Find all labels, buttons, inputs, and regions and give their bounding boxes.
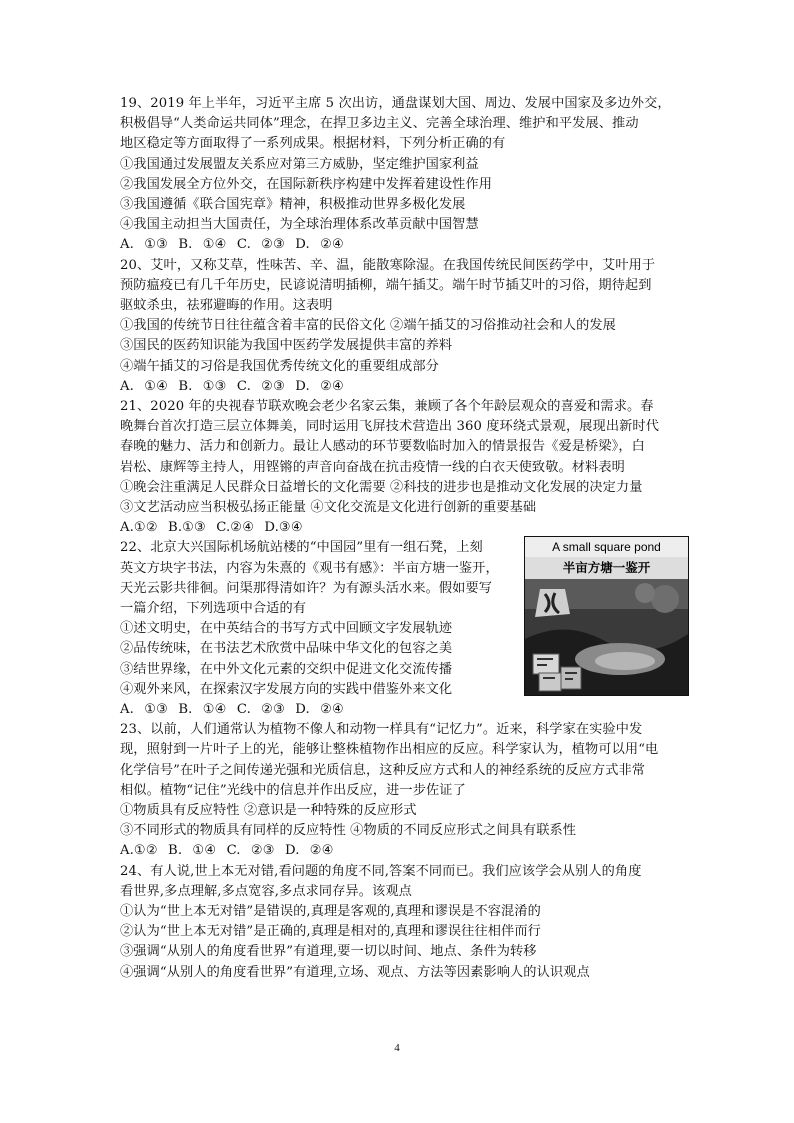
question-stem-line: 19、2019 年上半年，习近平主席 5 次出访，通盘谋划大国、周边、发展中国家及多边外交， xyxy=(120,96,671,111)
option-line: ③不同形式的物质具有同样的反应特性 ④物质的不同反应形式之间具有联系性 xyxy=(120,823,577,839)
option-line: ③强调“从别人的角度看世界”有道理,要一切以时间、地点、条件为转移 xyxy=(120,944,537,960)
option-line: ②品传统味，在书法艺术欣赏中品味中华文化的包容之美 xyxy=(120,641,453,657)
question-stem-line: 化学信号”在叶子之间传递光强和光质信息，这种反应方式和人的神经系统的反应方式非常 xyxy=(120,762,646,778)
option-line: ①晚会注重满足人民群众日益增长的文化需要 ②科技的进步也是推动文化发展的决定力量 xyxy=(120,479,643,495)
option-line: ③文艺活动应当积极弘扬正能量 ④文化交流是文化进行创新的重要基础 xyxy=(120,500,537,515)
question-stem-line: 现，照射到一片叶子上的光，能够让整株植物作出相应的反应。科学家认为，植物可以用“电 xyxy=(120,742,659,758)
photo-caption-english: A small square pond xyxy=(525,537,688,557)
answer-choices: A.①② B.①③ C.②④ D.③④ xyxy=(120,520,303,536)
option-line: ②认为“世上本无对错”是正确的,真理是相对的,真理和谬误往往相伴而行 xyxy=(120,924,541,940)
question-stem-line: 地区稳定等方面取得了一系列成果。根据材料，下列分析正确的有 xyxy=(120,136,506,152)
answer-choices: A.①② B. ①④ C. ②③ D. ②④ xyxy=(120,843,334,859)
option-line: ①物质具有反应特性 ②意识是一种特殊的反应形式 xyxy=(120,803,417,818)
question-stem-line: 春晚的魅力、活力和创新力。最让人感动的环节要数临时加入的情景报告《爱是桥梁》，白 xyxy=(120,439,645,455)
option-line: ③国民的医药知识能为我国中医药学发展提供丰富的养料 xyxy=(120,338,453,354)
question-stem-line: 24、有人说,世上本无对错,看问题的角度不同,答案不同而已。我们应该学会从别人的角度 xyxy=(120,863,642,879)
question-stem-line: 晚舞台首次打造三层立体舞美，同时运用飞屏技术营造出 360 度环绕式景观，展现出新时代 xyxy=(120,419,659,435)
photo-caption-chinese: 半亩方塘一鉴开 xyxy=(525,557,688,579)
option-line: ①我国的传统节日往往蕴含着丰富的民俗文化 ②端午插艾的习俗推动社会和人的发展 xyxy=(120,318,616,334)
option-line: ④我国主动担当大国责任，为全球治理体系改革贡献中国智慧 xyxy=(120,217,479,233)
question-stem-line: 看世界,多点理解,多点宽容,多点求同存异。该观点 xyxy=(120,883,412,899)
option-line: ①我国通过发展盟友关系应对第三方威胁，坚定维护国家利益 xyxy=(120,156,479,172)
garden-scene-illustration xyxy=(525,579,688,695)
question-stem-line: 驱蚊杀虫，祛邪避晦的作用。这表明 xyxy=(120,298,333,313)
page-number: 4 xyxy=(394,1042,400,1054)
option-line: ④端午插艾的习俗是我国优秀传统文化的重要组成部分 xyxy=(120,358,439,374)
question-stem-line: 23、以前，人们通常认为植物不像人和动物一样具有“记忆力”。近来，科学家在实验中发 xyxy=(120,722,643,738)
question-stem-line: 21、2020 年的央视春节联欢晚会老少名家云集，兼顾了各个年龄层观众的喜爱和需求。春 xyxy=(120,399,654,414)
option-line: ③我国遵循《联合国宪章》精神，积极推动世界多极化发展 xyxy=(120,197,466,212)
question-stem-line: 20、艾叶，又称艾草，性味苦、辛、温，能散寒除湿。在我国传统民间医药学中，艾叶用于 xyxy=(120,257,656,273)
question-stem-line: 积极倡导“人类命运共同体”理念，在捍卫多边主义、完善全球治理、维护和平发展、推动 xyxy=(120,116,639,132)
option-line: ④观外来风，在探索汉字发展方向的实践中借鉴外来文化 xyxy=(120,681,453,697)
stone-bench-photo xyxy=(524,536,689,696)
option-line: ②我国发展全方位外交，在国际新秩序构建中发挥着建设性作用 xyxy=(120,176,493,192)
question-stem-line: 岩松、康辉等主持人，用铿锵的声音向奋战在抗击疫情一线的白衣天使致敬。材料表明 xyxy=(120,459,625,475)
option-line: ③结世界缘，在中外文化元素的交织中促进文化交流传播 xyxy=(120,661,453,677)
question-stem-line: 相似。植物“记住”光线中的信息并作出反应，进一步佐证了 xyxy=(120,782,466,798)
question-stem-line: 22、北京大兴国际机场航站楼的“中国园”里有一组石凳，上刻 xyxy=(120,540,483,556)
option-line: ①述文明史，在中英结合的书写方式中回顾文字发展轨迹 xyxy=(120,621,453,637)
option-line: ①认为“世上本无对错”是错误的,真理是客观的,真理和谬误是不容混淆的 xyxy=(120,904,541,919)
option-line: ④强调“从别人的角度看世界”有道理,立场、观点、方法等因素影响人的认识观点 xyxy=(120,964,590,980)
question-stem-line: 英文方块字书法，内容为朱熹的《观书有感》：半亩方塘一鉴开， xyxy=(120,560,499,576)
question-stem-line: 预防瘟疫已有几千年历史，民谚说清明插柳，端午插艾。端午时节插艾叶的习俗，期待起到 xyxy=(120,277,652,293)
question-stem-line: 一篇介绍，下列选项中合适的有 xyxy=(120,601,307,616)
answer-choices: A. ①④ B. ①③ C. ②③ D. ②④ xyxy=(120,378,344,394)
answer-choices: A. ①③ B. ①④ C. ②③ D. ②④ xyxy=(120,237,344,253)
answer-choices: A. ①③ B. ①④ C. ②③ D. ②④ xyxy=(120,702,344,717)
question-stem-line: 天光云影共徘徊。问渠那得清如许？为有源头活水来。假如要写 xyxy=(120,580,493,596)
